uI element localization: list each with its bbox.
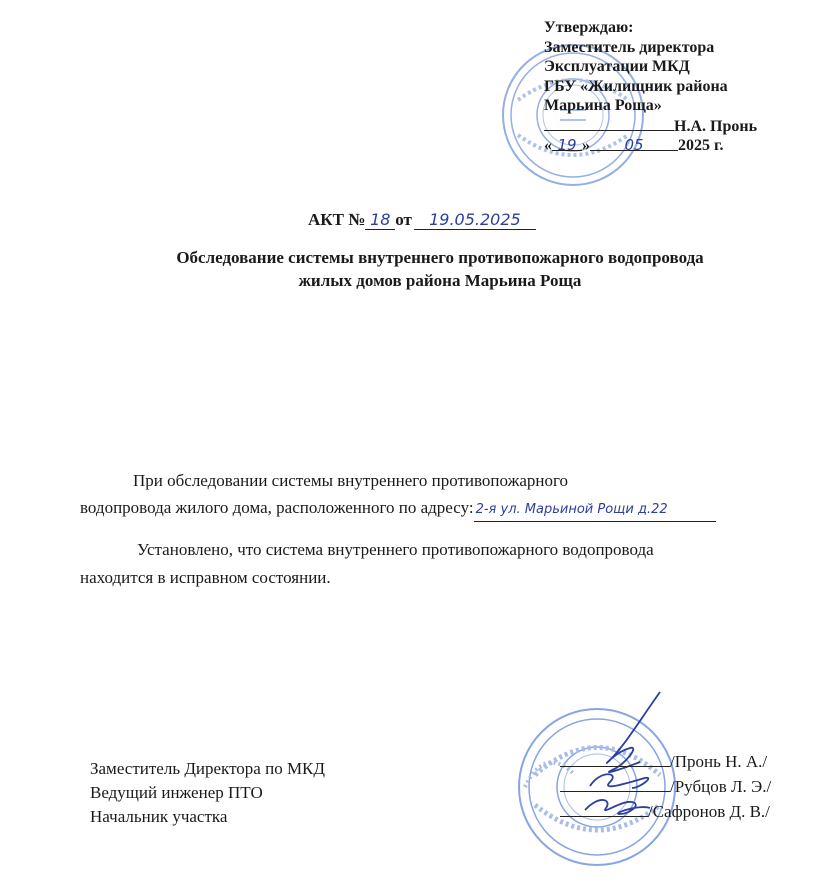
- body-para1-line1: При обследовании системы внутреннего противопожарного: [133, 471, 569, 490]
- approval-signer-row: [544, 116, 824, 137]
- signature-name-2: /Рубцов Л. Э./: [670, 777, 772, 796]
- signature-line-3: [560, 800, 648, 817]
- body-para2-line1: Установлено, что система внутреннего противопожарного водопровода: [137, 540, 654, 559]
- approval-signature-line: [544, 116, 674, 131]
- approval-date-day-value: 19: [557, 136, 577, 154]
- signature-line-1: [560, 750, 670, 767]
- act-from-word: от: [395, 210, 412, 229]
- act-subject-line2: жилых домов района Марьина Роща: [298, 271, 582, 290]
- approval-date-row: [544, 136, 824, 156]
- act-number-value: 18: [370, 210, 391, 229]
- approval-position-line1: Заместитель директора: [544, 38, 715, 56]
- approval-org-line2: Марьина Роща»: [544, 97, 662, 114]
- signature-name-1: /Пронь Н. А./: [670, 752, 768, 771]
- approval-date-day: [552, 136, 582, 154]
- body-address-value: 2-я ул. Марьиной Рощи д.22: [475, 502, 668, 517]
- approval-heading: Утверждаю:: [544, 19, 634, 36]
- body-address-label: водопровода жилого дома, расположенного по адресу:: [80, 498, 474, 517]
- date-quote-close: »: [582, 137, 590, 154]
- signature-name-3: /Сафронов Д. В./: [648, 802, 770, 821]
- signature-row-1: [560, 749, 771, 774]
- approval-position-line2: Эксплуатации МКД: [544, 58, 690, 75]
- approval-signer: Н.А. Пронь: [674, 117, 758, 135]
- approval-date-month-value: 05: [624, 136, 644, 154]
- approval-org-line1: ГБУ «Жилищник района: [544, 77, 728, 95]
- act-number: [365, 210, 395, 230]
- body-address-handwritten: [474, 498, 716, 522]
- date-quote-open: «: [544, 137, 552, 154]
- signature-role-1: Заместитель Директора по МКД: [90, 759, 325, 778]
- approval-date-month: [590, 136, 678, 154]
- act-subject: [60, 246, 820, 292]
- act-date-value: 19.05.2025: [429, 210, 521, 229]
- signature-line-2: [560, 775, 670, 792]
- signature-row-3: [560, 799, 771, 824]
- body-para1-line2: [80, 496, 716, 522]
- signature-role-3: Начальник участка: [90, 807, 228, 826]
- approval-date-year: 2025 г.: [678, 137, 724, 154]
- approval-block: [544, 18, 824, 156]
- signature-roles: [90, 757, 325, 829]
- act-date: [414, 210, 536, 230]
- signature-role-2: Ведущий инженер ПТО: [90, 783, 263, 802]
- body-para2-line2: находится в исправном состоянии.: [80, 568, 331, 587]
- act-subject-line1: Обследование системы внутреннего противопожарного водопровода: [176, 248, 704, 267]
- act-prefix: АКТ №: [308, 210, 366, 229]
- signature-names: [560, 749, 771, 824]
- signature-row-2: [560, 774, 771, 799]
